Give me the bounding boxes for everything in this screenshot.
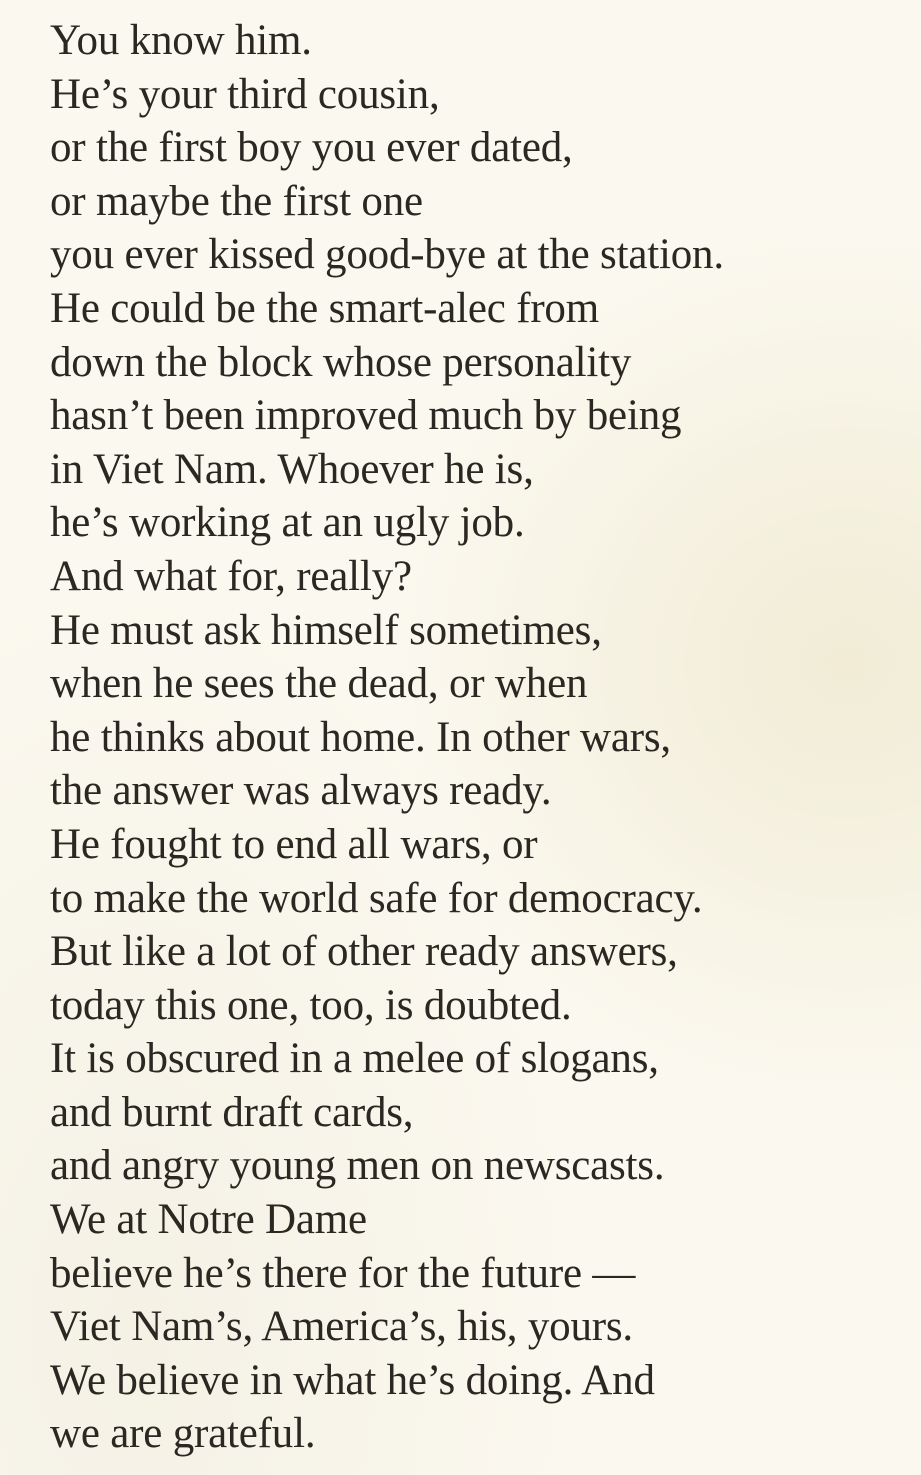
poem-line: he’s working at an ugly job. — [50, 499, 525, 547]
poem-line: when he sees the dead, or when — [50, 660, 588, 708]
poem-line: down the block whose personality — [50, 338, 632, 386]
poem-line: to make the world safe for democracy. — [50, 874, 703, 922]
poem-line: and angry young men on newscasts. — [50, 1142, 665, 1190]
poem-line: he thinks about home. In other wars, — [50, 713, 671, 761]
poem-line: He’s your third cousin, — [50, 70, 440, 118]
poem-line: and burnt draft cards, — [50, 1088, 414, 1136]
poem-line: He must ask himself sometimes, — [50, 606, 602, 654]
poem-line: He could be the smart-alec from — [50, 284, 599, 332]
poem-line: believe he’s there for the future — — [50, 1249, 636, 1297]
poem-line: you ever kissed good-bye at the station. — [50, 231, 724, 279]
poem-line: We at Notre Dame — [50, 1196, 367, 1244]
poem-text — [50, 14, 900, 1461]
poem-line: hasn’t been improved much by being — [50, 392, 682, 440]
poem-line: the answer was always ready. — [50, 767, 552, 815]
poem-line: in Viet Nam. Whoever he is, — [50, 445, 534, 493]
poem-line: You know him. — [50, 17, 312, 64]
poem-line: or the first boy you ever dated, — [50, 124, 573, 172]
poem-line: or maybe the first one — [50, 177, 423, 225]
poem-line: today this one, too, is doubted. — [50, 981, 572, 1029]
poem-line: But like a lot of other ready answers, — [50, 928, 678, 976]
poem-line: Viet Nam’s, America’s, his, yours. — [50, 1303, 633, 1351]
poem-line: We believe in what he’s doing. And — [50, 1356, 655, 1404]
poem-line: It is obscured in a melee of slogans, — [50, 1035, 659, 1083]
poem-line: He fought to end all wars, or — [50, 820, 538, 868]
poem-line: we are grateful. — [50, 1410, 316, 1458]
poem-line: And what for, really? — [50, 552, 412, 600]
